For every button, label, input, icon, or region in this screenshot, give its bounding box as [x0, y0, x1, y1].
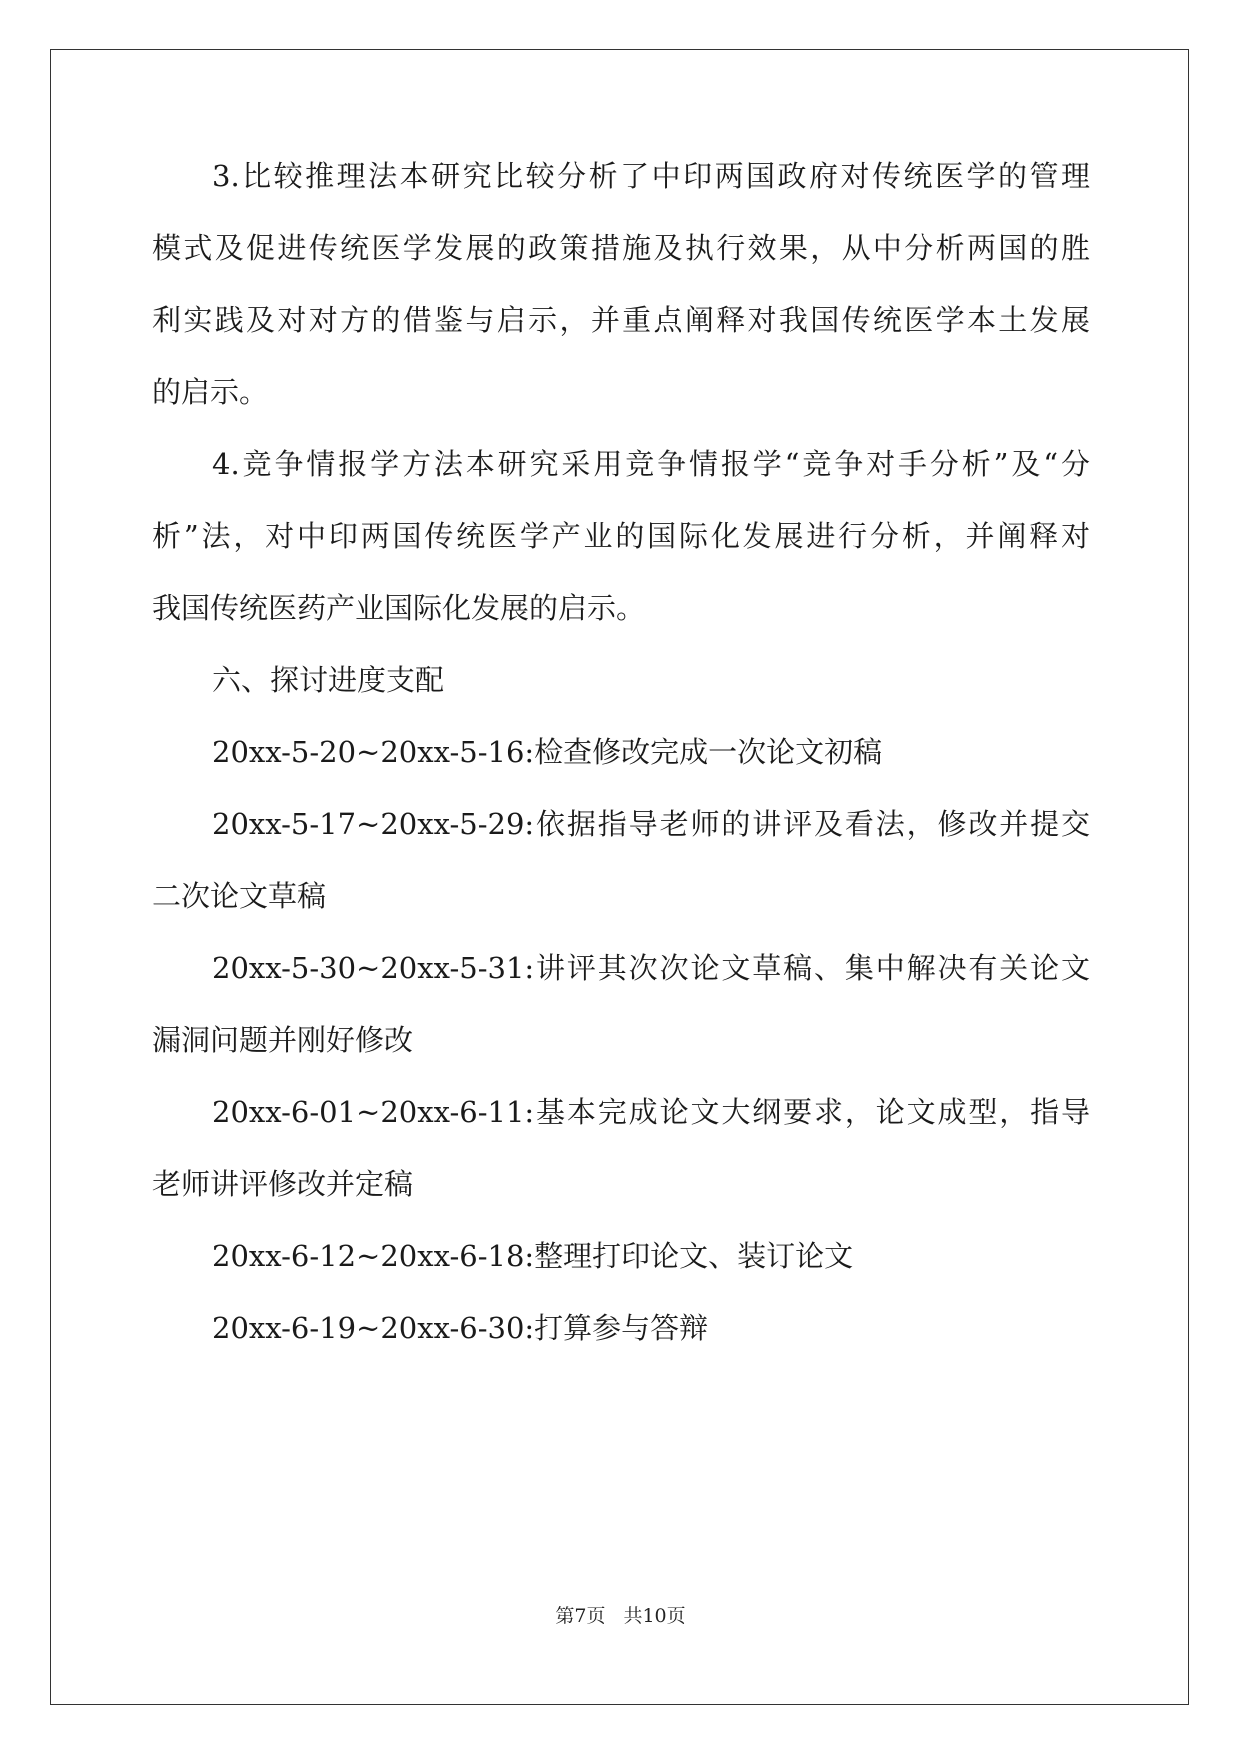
- schedule-item: 20xx-5-30~20xx-5-31:讲评其次次论文草稿、集中解决有关论文: [212, 951, 1090, 985]
- paragraph-line: 3.比较推理法本研究比较分析了中印两国政府对传统医学的管理: [212, 159, 1090, 193]
- schedule-item-continued: 漏洞问题并刚好修改: [152, 1023, 414, 1057]
- schedule-item-continued: 二次论文草稿: [152, 879, 327, 913]
- schedule-item: 20xx-6-12~20xx-6-18:整理打印论文、装订论文: [212, 1239, 854, 1273]
- paragraph-line: 的启示。: [152, 375, 269, 409]
- page-footer: [0, 1604, 1241, 1628]
- page-total: 共10页: [623, 1605, 686, 1627]
- paragraph-line: 4.竞争情报学方法本研究采用竞争情报学“竞争对手分析”及“分: [212, 447, 1090, 481]
- paragraph-line: 我国传统医药产业国际化发展的启示。: [152, 591, 646, 625]
- paragraph-line: 析”法，对中印两国传统医学产业的国际化发展进行分析，并阐释对: [152, 519, 1090, 553]
- paragraph-line: 模式及促进传统医学发展的政策措施及执行效果，从中分析两国的胜: [152, 231, 1090, 265]
- schedule-item: 20xx-5-20~20xx-5-16:检查修改完成一次论文初稿: [212, 735, 883, 769]
- page-number: 第7页: [555, 1605, 606, 1627]
- schedule-item: 20xx-5-17~20xx-5-29:依据指导老师的讲评及看法，修改并提交: [212, 807, 1090, 841]
- schedule-item: 20xx-6-01~20xx-6-11:基本完成论文大纲要求，论文成型，指导: [212, 1095, 1090, 1129]
- paragraph-line: 利实践及对对方的借鉴与启示，并重点阐释对我国传统医学本土发展: [152, 303, 1090, 337]
- section-heading: 六、探讨进度支配: [212, 663, 445, 697]
- schedule-item: 20xx-6-19~20xx-6-30:打算参与答辩: [212, 1311, 709, 1345]
- schedule-item-continued: 老师讲评修改并定稿: [152, 1167, 414, 1201]
